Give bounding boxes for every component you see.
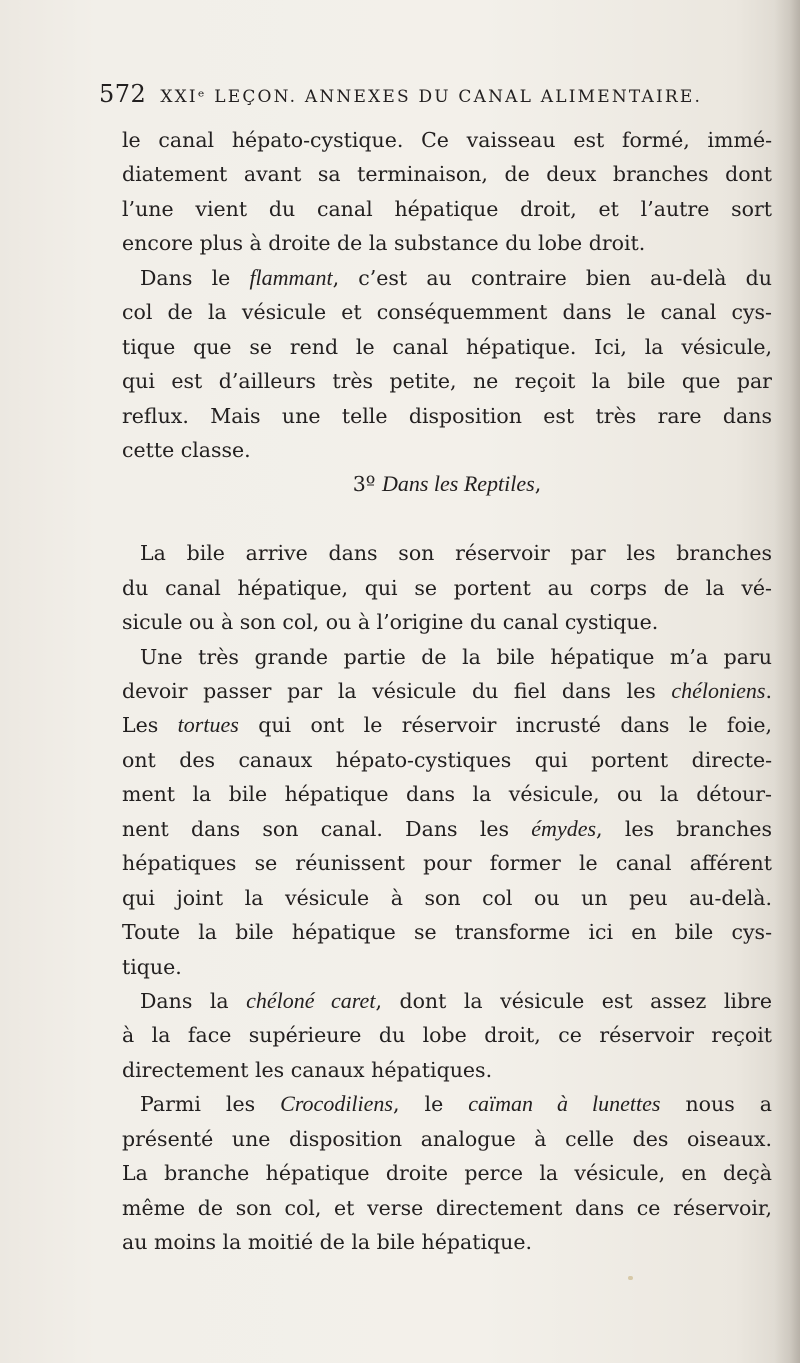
text-line: présenté une disposition analogue à celle des oiseaux. bbox=[122, 1126, 772, 1151]
text-line: diatement avant sa terminaison, de deux branches dont bbox=[122, 162, 772, 187]
text-line bbox=[122, 812, 772, 846]
section-title: Dans les Reptiles bbox=[381, 471, 535, 497]
section-heading bbox=[122, 467, 772, 501]
text-span: nent dans son canal. Dans les bbox=[122, 816, 532, 841]
text-line: du canal hépatique, qui se portent au corps de la vé- bbox=[122, 575, 772, 600]
page-edge-shadow bbox=[774, 0, 800, 1363]
section-number: 3º bbox=[352, 472, 382, 497]
italic-term: chéloniens bbox=[671, 678, 766, 703]
text-span: nous a bbox=[660, 1092, 772, 1117]
text-line bbox=[122, 674, 772, 708]
text-span: Dans le bbox=[140, 265, 250, 290]
text-line bbox=[122, 984, 772, 1018]
text-span: devoir passer par la vésicule du fiel dans les bbox=[122, 679, 672, 703]
text-line: Une très grande partie de la bile hépatique m’a paru bbox=[140, 644, 772, 669]
body-text bbox=[122, 123, 772, 1259]
text-span: , dont la vésicule est assez libre bbox=[375, 988, 773, 1013]
text-span: , les branches bbox=[596, 816, 772, 841]
page-header bbox=[99, 80, 719, 120]
text-line: même de son col, et verse directement dans ce réservoir, bbox=[122, 1195, 772, 1220]
text-line: tique. bbox=[122, 954, 182, 979]
text-line bbox=[122, 708, 772, 742]
text-line: sicule ou à son col, ou à l’origine du canal cystique. bbox=[122, 610, 659, 635]
text-line: directement les canaux hépatiques. bbox=[122, 1057, 493, 1082]
text-line: La branche hépatique droite perce la vésicule, en deçà bbox=[122, 1161, 772, 1186]
italic-term: caïman à lunettes bbox=[468, 1091, 661, 1117]
text-line: ment la bile hépatique dans la vésicule, ou la détour- bbox=[122, 782, 772, 807]
text-line: hépatiques se réunissent pour former le canal afférent bbox=[122, 851, 772, 876]
text-span: Les bbox=[122, 713, 178, 738]
text-line: Toute la bile hépatique se transforme ici en bile cys- bbox=[122, 920, 772, 945]
text-line: reflux. Mais une telle disposition est très rare dans bbox=[122, 403, 772, 428]
italic-term: émydes bbox=[531, 815, 597, 841]
text-span: Dans la bbox=[140, 988, 247, 1013]
text-span: qui ont le réservoir incrusté dans le foie, bbox=[238, 713, 772, 738]
text-line: La bile arrive dans son réservoir par les branches bbox=[140, 541, 772, 566]
text-line: à la face supérieure du lobe droit, ce réservoir reçoit bbox=[122, 1023, 772, 1048]
text-line: col de la vésicule et conséquemment dans le canal cys- bbox=[122, 300, 772, 325]
text-span: , bbox=[534, 472, 542, 497]
text-line: cette classe. bbox=[122, 437, 251, 462]
italic-term: flammant bbox=[249, 264, 333, 290]
text-span: . bbox=[765, 679, 772, 703]
page-number: 572 bbox=[99, 80, 147, 108]
text-span: , le bbox=[393, 1092, 469, 1117]
text-span: , c’est au contraire bien au-delà du bbox=[332, 265, 772, 290]
text-line: au moins la moitié de la bile hépatique. bbox=[122, 1230, 532, 1254]
text-line bbox=[122, 1087, 772, 1121]
paper-speck bbox=[628, 1276, 633, 1280]
text-line: qui joint la vésicule à son col ou un peu au-delà. bbox=[122, 885, 772, 910]
text-line: le canal hépato-cystique. Ce vaisseau est formé, immé- bbox=[122, 128, 772, 152]
italic-term: Crocodiliens bbox=[280, 1091, 393, 1117]
text-span: Parmi les bbox=[140, 1092, 281, 1117]
text-line bbox=[122, 261, 772, 295]
running-title: XXIᵉ LEÇON. ANNEXES DU CANAL ALIMENTAIRE. bbox=[160, 87, 703, 107]
text-line: qui est d’ailleurs très petite, ne reçoit la bile que par bbox=[122, 369, 772, 394]
text-line: encore plus à droite de la substance du lobe droit. bbox=[122, 231, 646, 256]
italic-term: chéloné caret bbox=[246, 987, 376, 1013]
text-line: tique que se rend le canal hépatique. Ici, la vésicule, bbox=[122, 334, 772, 359]
italic-term: tortues bbox=[177, 712, 239, 738]
text-line: l’une vient du canal hépatique droit, et l’autre sort bbox=[122, 196, 772, 221]
text-line: ont des canaux hépato-cystiques qui portent directe- bbox=[122, 747, 772, 772]
blank-line bbox=[122, 502, 772, 536]
